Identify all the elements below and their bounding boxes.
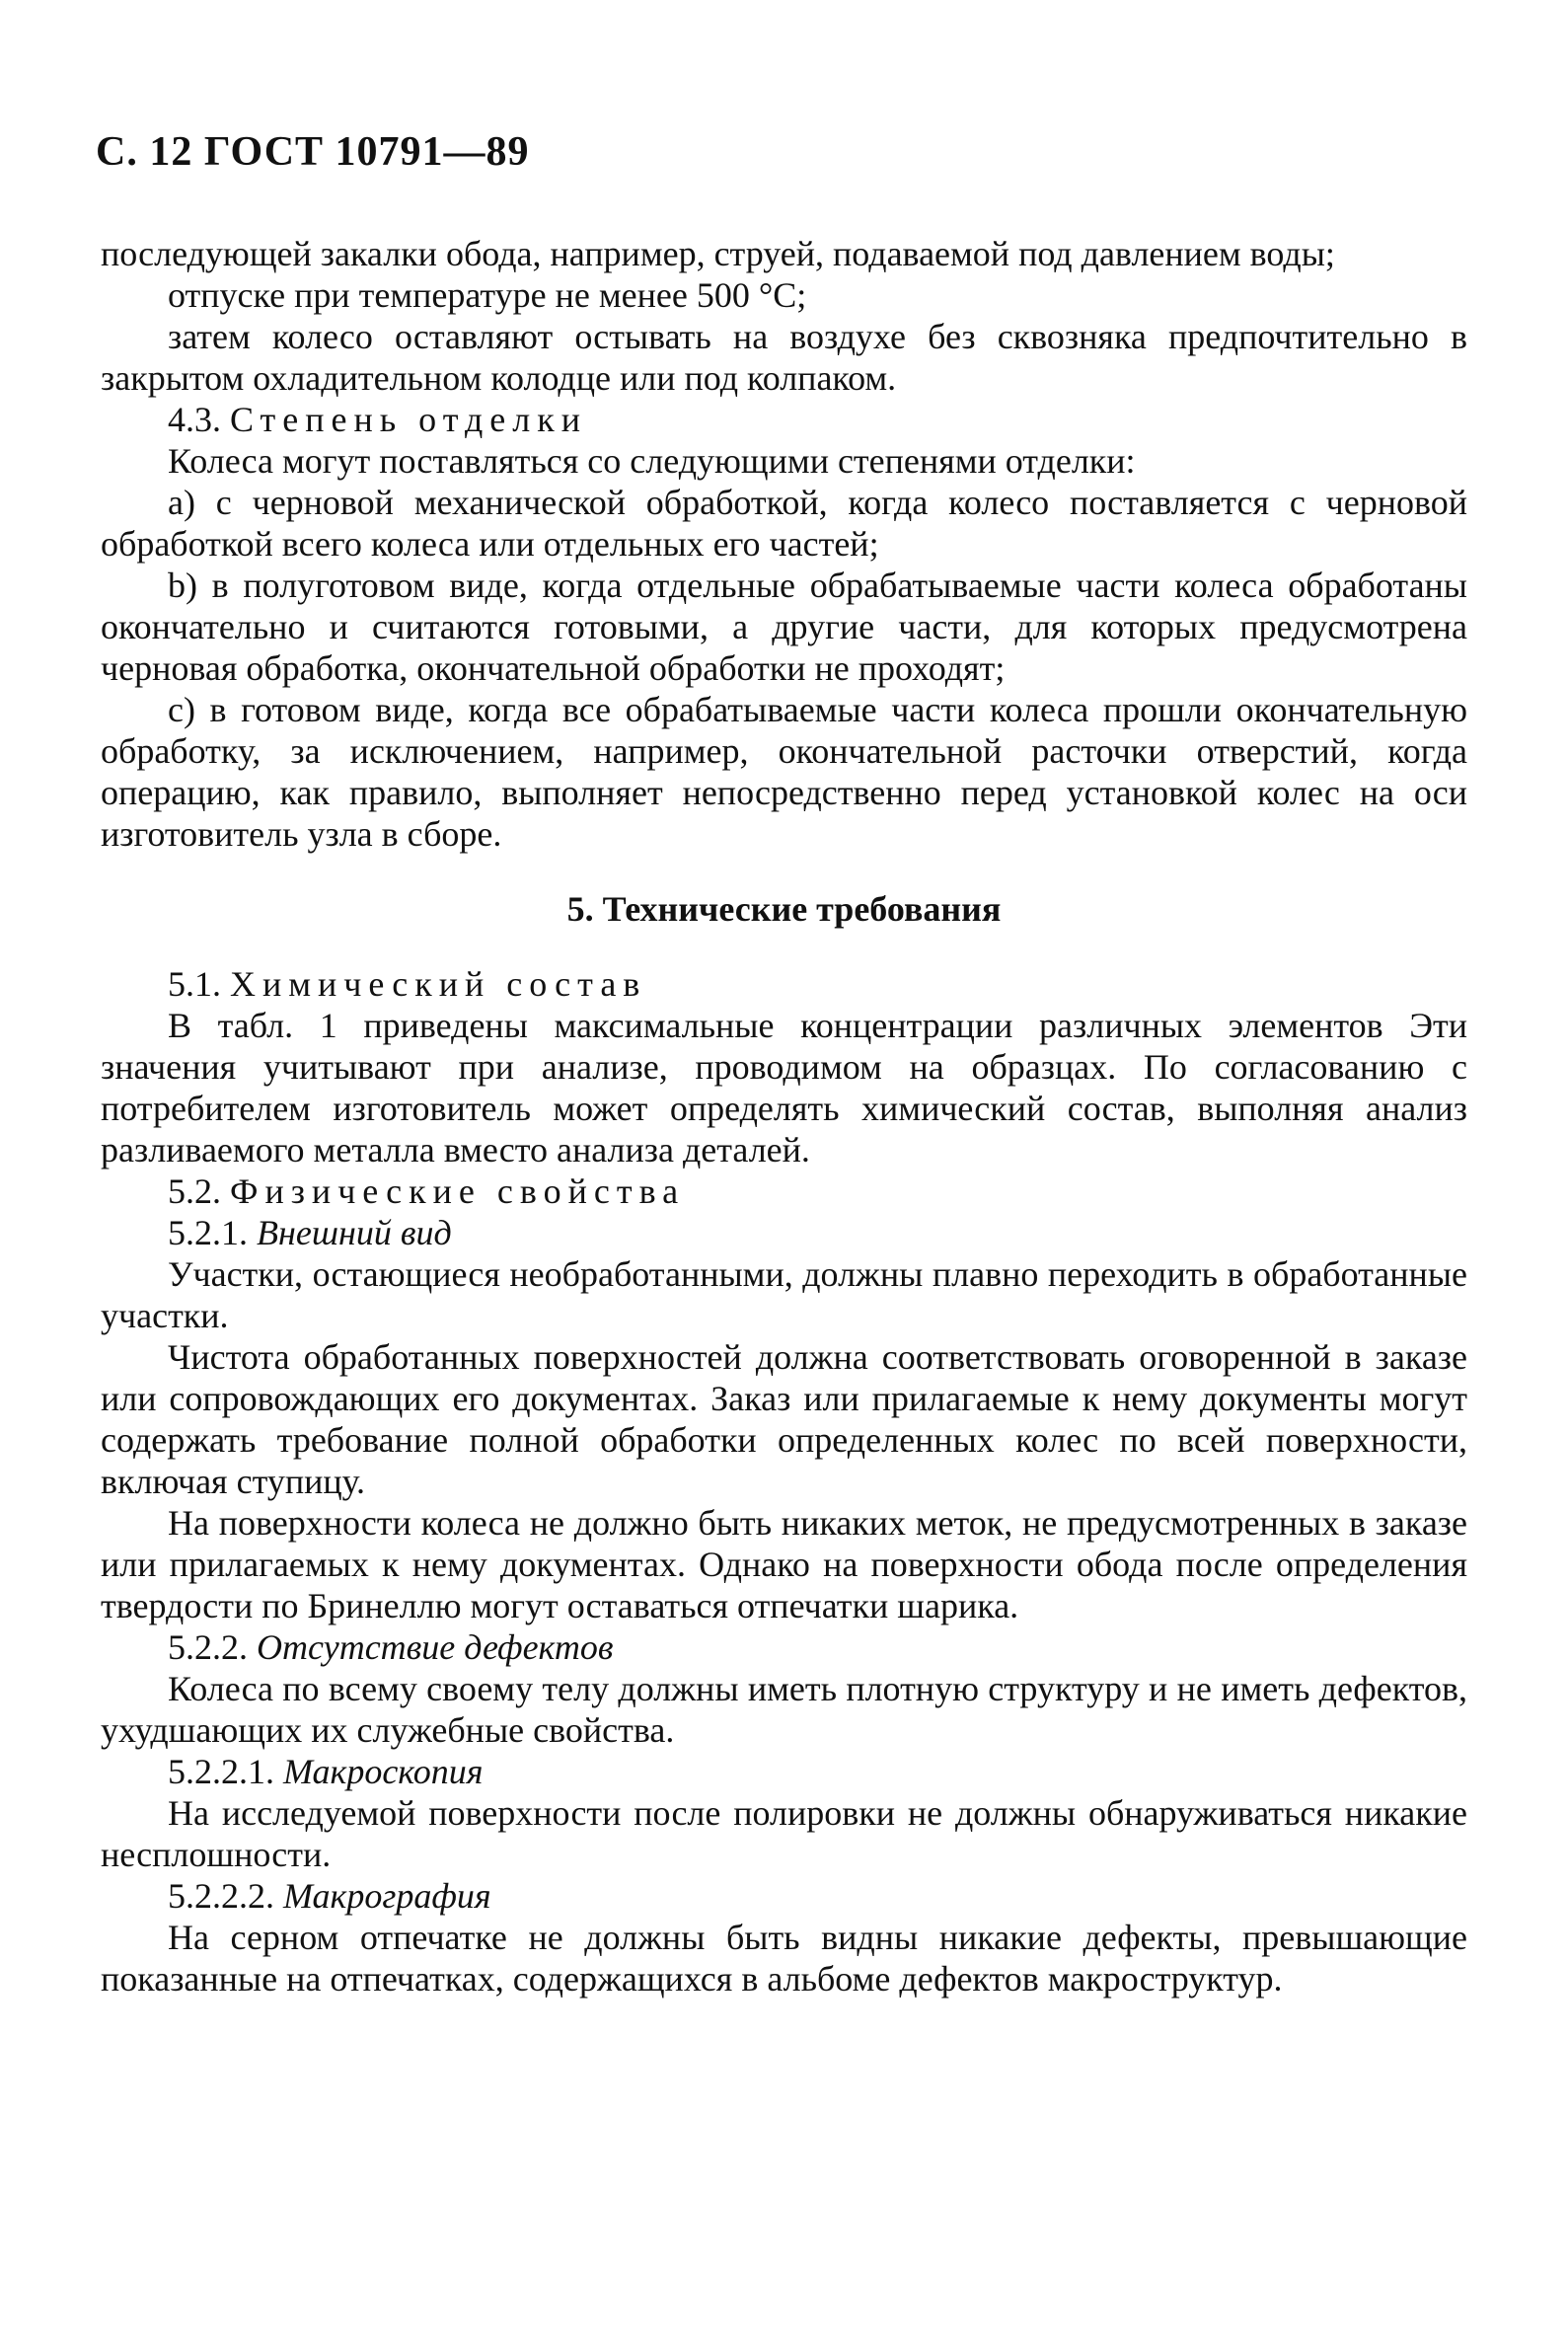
paragraph: последующей закалки обода, например, струей, подаваемой под давлением воды; (101, 234, 1335, 273)
section-title: Химический состав (230, 964, 647, 1004)
list-item: b) в полуготовом виде, когда отдельные обрабатываемые части колеса обработаны окончательно и считаются готовыми, а другие части, для которых предусмотрена черновая обработка, окончательной обработки не проходят; (101, 566, 1467, 688)
paragraph: Участки, остающиеся необработанными, должны плавно переходить в обработанные участки. (101, 1254, 1467, 1335)
section-title: Физические свойства (230, 1171, 686, 1211)
section-number: 5.2.2.2. (168, 1876, 274, 1916)
section-number: 4.3. (168, 400, 221, 439)
section-heading-4-3 (101, 399, 1467, 440)
paragraph: затем колесо оставляют остывать на воздухе без сквозняка предпочтительно в закрытом охладительном колодце или под колпаком. (101, 317, 1467, 398)
section-title: Макроскопия (283, 1752, 484, 1791)
paragraph: На серном отпечатке не должны быть видны никакие дефекты, превышающие показанные на отпечатках, содержащихся в альбоме дефектов макроструктур. (101, 1918, 1467, 1999)
list-item: а) с черновой механической обработкой, когда колесо поставляется с черновой обработкой всего колеса или отдельных его частей; (101, 483, 1467, 564)
document-body (101, 233, 1467, 1999)
paragraph: Колеса по всему своему телу должны иметь плотную структуру и не иметь дефектов, ухудшающих их служебные свойства. (101, 1669, 1467, 1750)
section-number: 5.2.2.1. (168, 1752, 274, 1791)
section-title: Степень отделки (230, 400, 587, 439)
section-heading-5-2-1 (101, 1212, 1467, 1253)
section-title: Отсутствие дефектов (257, 1627, 614, 1667)
section-heading-5-1 (101, 963, 1467, 1005)
list-item: c) в готовом виде, когда все обрабатываемые части колеса прошли окончательную обработку, за исключением, например, окончательной расточки отверстий, когда операцию, как правило, выполняет непосредственно перед установкой колес на оси изготовитель узла в сборе. (101, 690, 1467, 854)
section-heading-5-2 (101, 1170, 1467, 1212)
section-heading-5-2-2-2 (101, 1875, 1467, 1917)
section-title: Макрография (283, 1876, 491, 1916)
paragraph: На исследуемой поверхности после полировки не должны обнаруживаться никакие несплошности. (101, 1793, 1467, 1874)
paragraph: Чистота обработанных поверхностей должна соответствовать оговоренной в заказе или сопровождающих его документах. Заказ или прилагаемые к нему документы могут содержать требование полной обработки определенных колес по всей поверхности, включая ступицу. (101, 1337, 1467, 1501)
section-number: 5.2.1. (168, 1213, 248, 1252)
section-number: 5.1. (168, 964, 221, 1004)
paragraph: отпуске при температуре не менее 500 °С; (168, 275, 807, 315)
chapter-title: 5. Технические требования (566, 889, 1002, 929)
paragraph: Колеса могут поставляться со следующими степенями отделки: (168, 441, 1136, 481)
section-heading-5-2-2 (101, 1626, 1467, 1668)
section-heading-5-2-2-1 (101, 1751, 1467, 1792)
paragraph: На поверхности колеса не должно быть никаких меток, не предусмотренных в заказе или прилагаемых к нему документах. Однако на поверхности обода после определения твердости по Бринеллю могут оставаться отпечатки шарика. (101, 1503, 1467, 1625)
section-number: 5.2.2. (168, 1627, 248, 1667)
section-title: Внешний вид (257, 1213, 452, 1252)
section-number: 5.2. (168, 1171, 221, 1211)
page-header: С. 12 ГОСТ 10791—89 (96, 129, 530, 175)
paragraph: В табл. 1 приведены максимальные концентрации различных элементов Эти значения учитывают при анализе, проводимом на образцах. По согласованию с потребителем изготовитель может определять химический состав, выполняя анализ разливаемого металла вместо анализа деталей. (101, 1006, 1467, 1170)
